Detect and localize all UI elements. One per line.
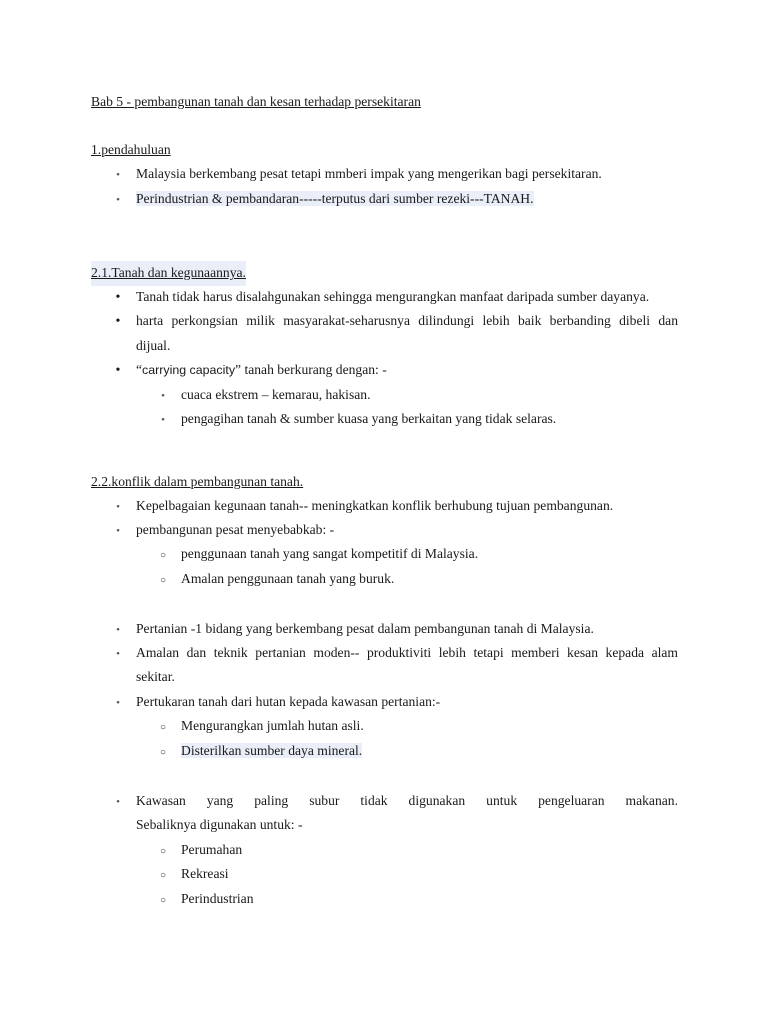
carrying-capacity-term: carrying capacity [142, 363, 236, 377]
sub-list-item: penggunaan tanah yang sangat kompetitif di Malaysia. [181, 546, 479, 561]
bullet-icon [113, 494, 123, 520]
list-item: Tanah tidak harus disalahgunakan sehingga mengurangkan manfaat daripada sumber dayanya. [136, 289, 650, 304]
bullet-icon [113, 285, 123, 311]
bullet-icon [113, 162, 123, 188]
list-item: Pertukaran tanah dari hutan kepada kawasan pertanian:- [136, 694, 441, 709]
sub-bullet-circle-icon [158, 567, 168, 594]
bullet-icon [113, 518, 123, 544]
list-item: “carrying capacity” tanah berkurang dengan: - [136, 362, 387, 377]
list-item: Pertanian -1 bidang yang berkembang pesat dalam pembangunan tanah di Malaysia. [136, 621, 594, 636]
sub-bullet-circle-icon [158, 838, 168, 865]
sub-bullet-icon [158, 407, 168, 433]
bullet-icon [113, 789, 123, 815]
sub-list-item: Perumahan [181, 842, 243, 857]
sub-bullet-icon [158, 383, 168, 409]
sub-list-item: Mengurangkan jumlah hutan asli. [181, 718, 364, 733]
list-item [136, 187, 678, 212]
highlighted-text: Disterilkan sumber daya mineral. [181, 743, 363, 758]
bullet-icon [113, 187, 123, 213]
bullet-icon [113, 690, 123, 716]
sub-bullet-circle-icon [158, 739, 168, 766]
section-heading-conflict: 2.2.konflik dalam pembangunan tanah. [91, 474, 304, 489]
sub-list-item: Perindustrian [181, 891, 254, 906]
sub-list-item: Amalan penggunaan tanah yang buruk. [181, 571, 395, 586]
sub-list-item [181, 739, 678, 764]
sub-list-item: pengagihan tanah & sumber kuasa yang berkaitan yang tidak selaras. [181, 411, 557, 426]
list-item: Kepelbagaian kegunaan tanah-- meningkatkan konflik berhubung tujuan pembangunan. [136, 498, 614, 513]
list-item: pembangunan pesat menyebabkab: - [136, 522, 335, 537]
bullet-icon [113, 358, 123, 384]
bullet-icon [113, 309, 123, 335]
sub-list-item: Rekreasi [181, 866, 229, 881]
section-heading-land-use: 2.1.Tanah dan kegunaannya. [91, 261, 246, 286]
sub-bullet-circle-icon [158, 542, 168, 569]
list-item-continuation: sekitar. [136, 669, 175, 684]
bullet-icon [113, 617, 123, 643]
sub-list-item: cuaca ekstrem – kemarau, hakisan. [181, 387, 371, 402]
list-item-continuation: dijual. [136, 338, 171, 353]
bullet-icon [113, 641, 123, 667]
list-item: harta perkongsian milik masyarakat-seharusnya dilindungi lebih baik berbanding dibeli dan [136, 313, 678, 328]
list-item: Kawasan yang paling subur tidak digunakan untuk pengeluaran makanan. [136, 793, 678, 808]
list-item-continuation: Sebaliknya digunakan untuk: - [136, 817, 303, 832]
section-heading-intro: 1.pendahuluan [91, 142, 171, 157]
document-title: Bab 5 - pembangunan tanah dan kesan terhadap persekitaran [91, 94, 421, 109]
list-item: Malaysia berkembang pesat tetapi mmberi impak yang mengerikan bagi persekitaran. [136, 166, 602, 181]
list-item: Amalan dan teknik pertanian moden-- produktiviti lebih tetapi memberi kesan kepada alam [136, 645, 678, 660]
sub-bullet-circle-icon [158, 714, 168, 741]
sub-bullet-circle-icon [158, 862, 168, 889]
sub-bullet-circle-icon [158, 887, 168, 914]
highlighted-text: Perindustrian & pembandaran-----terputus dari sumber rezeki---TANAH. [136, 191, 534, 206]
